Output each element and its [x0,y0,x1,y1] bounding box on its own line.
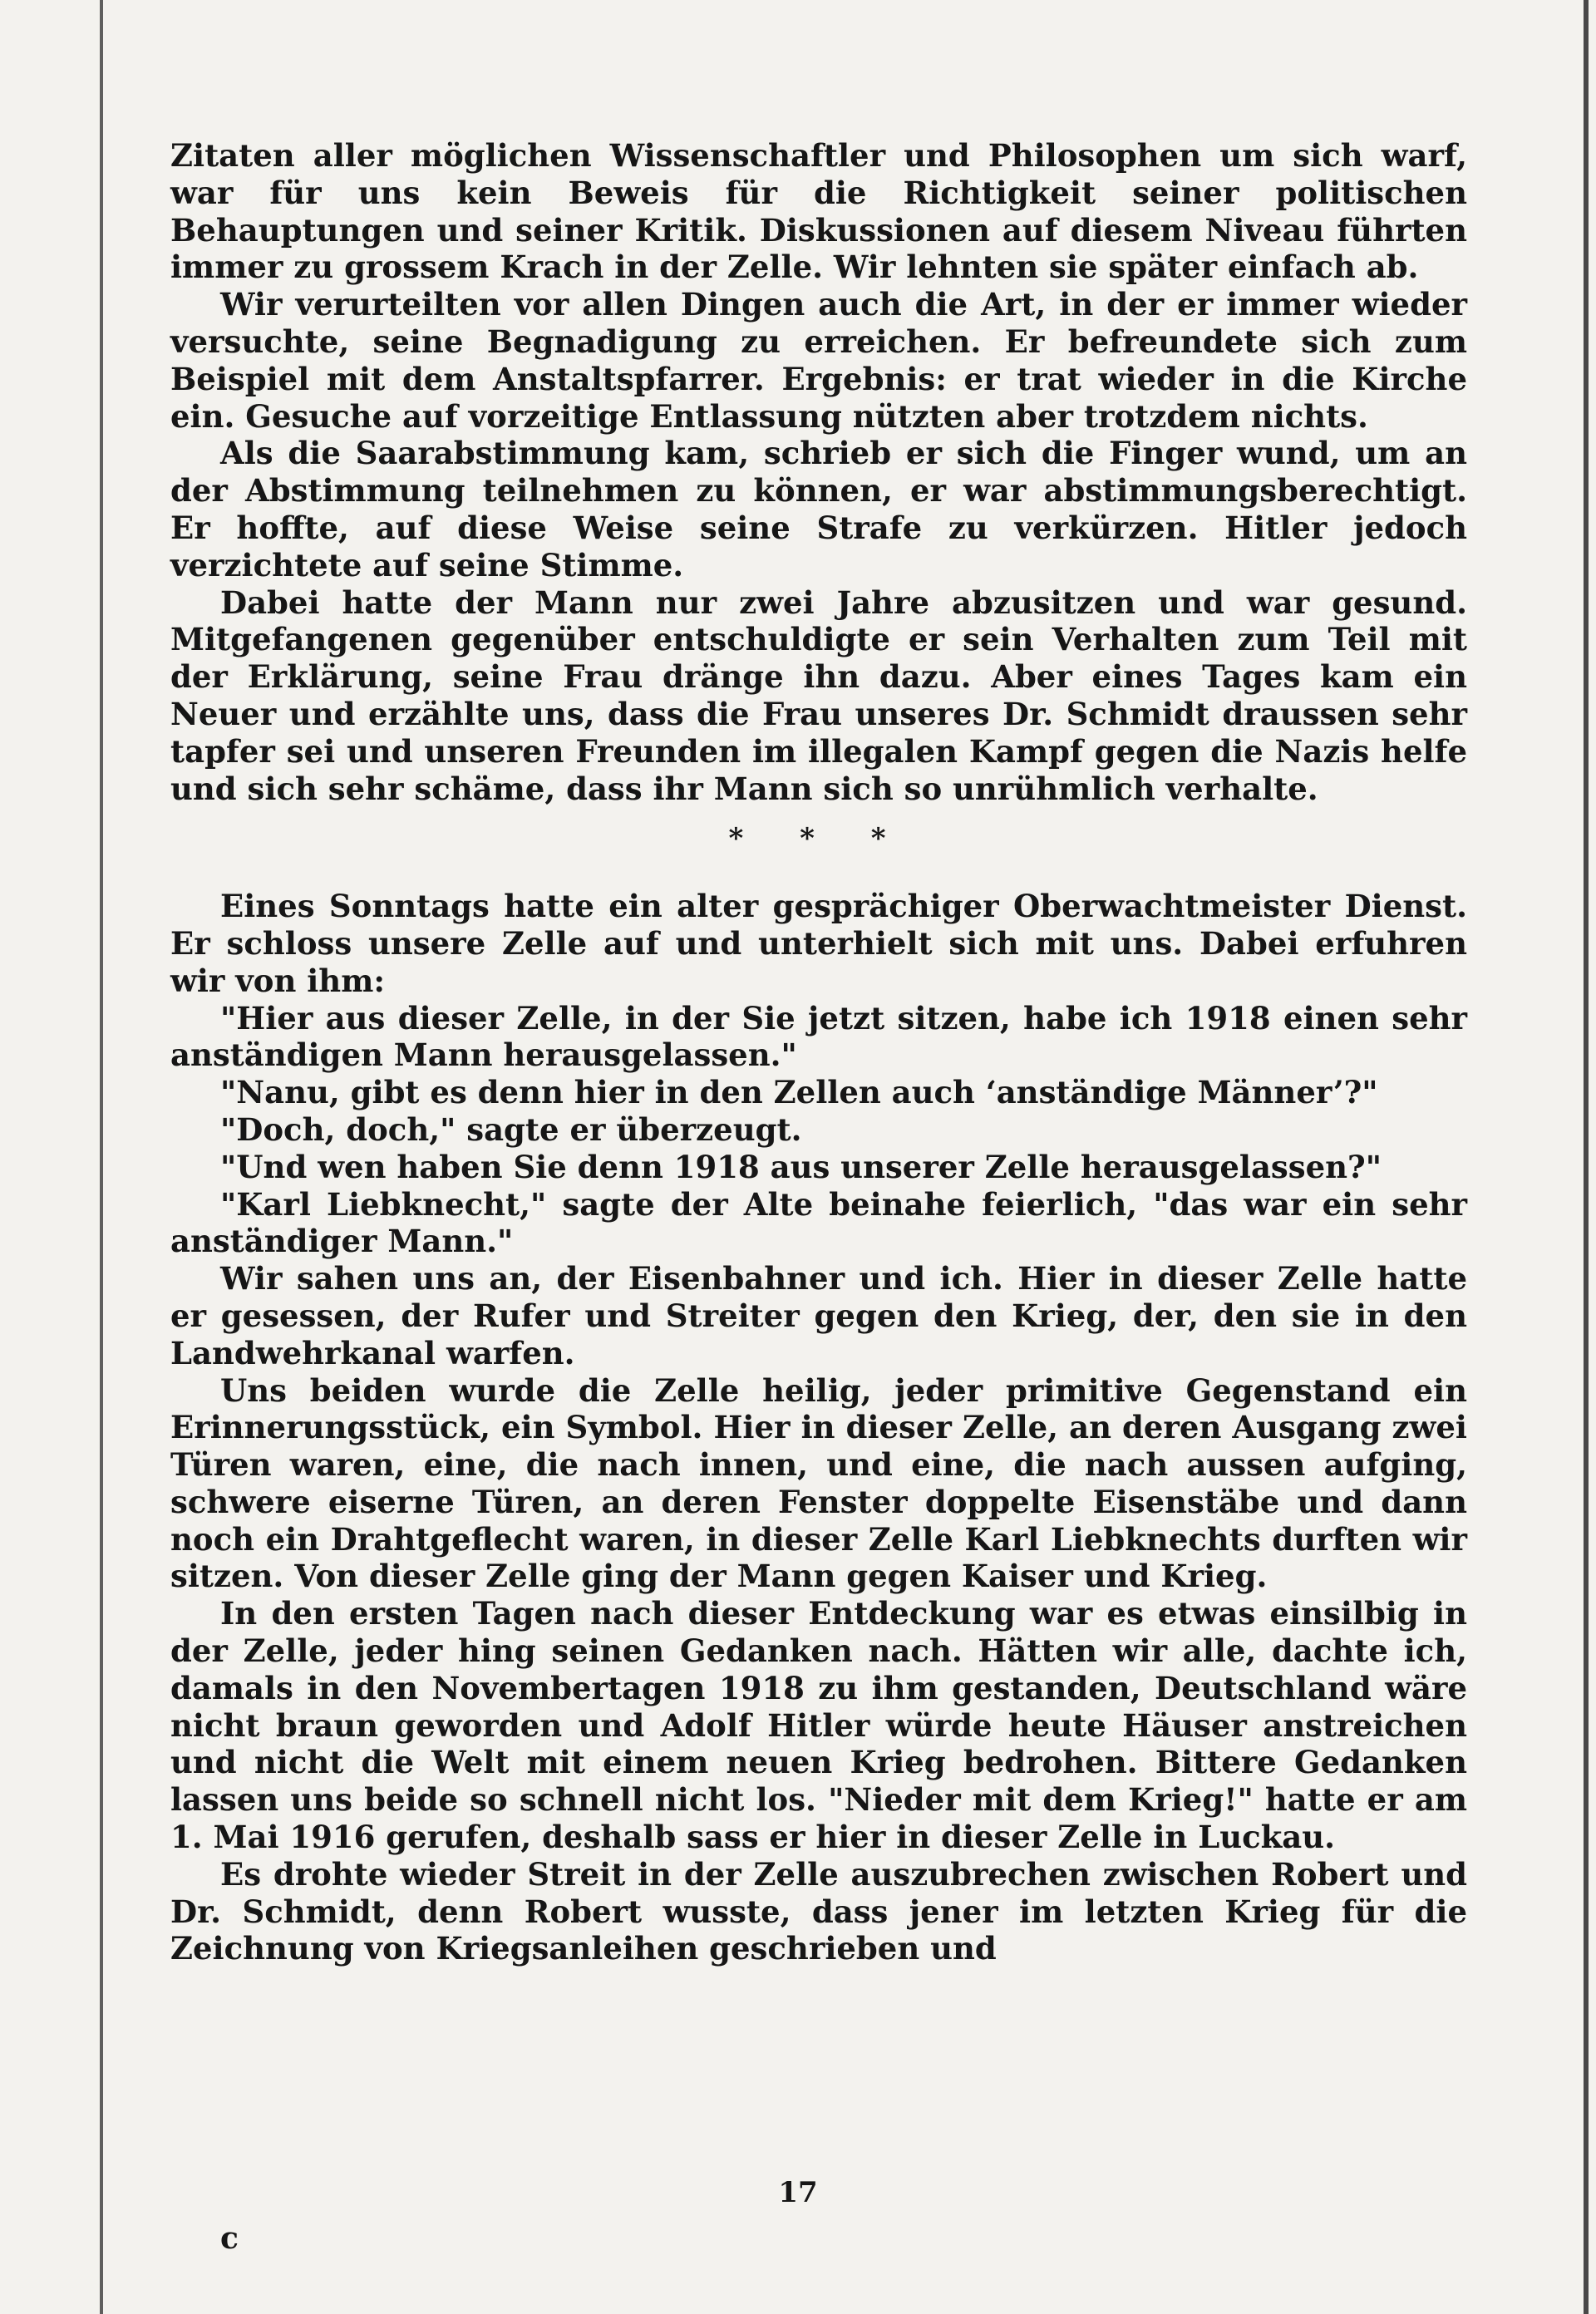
paragraph: In den ersten Tagen nach dieser Entdeckung war es etwas einsilbig in der Zelle, jeder hing seinen Gedanken nach. Hätten wir alle, dachte ich, damals in den Novembertagen 1918 zu ihm gestanden, Deutschland wäre nicht braun geworden und Adolf Hitler würde heute Häuser anstreichen und nicht die Welt mit einem neuen Krieg bedrohen. Bittere Gedanken lassen uns beide so schnell nicht los. "Nieder mit dem Krieg!" hatte er am 1. Mai 1916 gerufen, deshalb sass er hier in dieser Zelle in Luckau. [170,1595,1467,1856]
signature-mark: c [220,2221,239,2256]
paragraph: Es drohte wieder Streit in der Zelle auszubrechen zwischen Robert und Dr. Schmidt, denn Robert wusste, dass jener im letzten Krieg für die Zeichnung von Kriegsanleihen geschrieben und [170,1855,1467,1967]
paragraph: Eines Sonntags hatte ein alter gesprächiger Oberwachtmeister Dienst. Er schloss unsere Zelle auf und unterhielt sich mit uns. Dabei erfuhren wir von ihm: [170,888,1467,999]
paragraph: Zitaten aller möglichen Wissenschaftler und Philosophen um sich warf, war für uns kein Beweis für die Richtigkeit seiner politischen Behauptungen und seiner Kritik. Diskussionen auf diesem Niveau führten immer zu grossem Krach in der Zelle. Wir lehnten sie später einfach ab. [170,137,1467,286]
body-text [170,137,1467,1967]
page-number: 17 [778,2176,818,2209]
dialogue-line: "Nanu, gibt es denn hier in den Zellen auch ‘anständige Männer’?" [220,1074,1378,1111]
dialogue-line: "Hier aus dieser Zelle, in der Sie jetzt sitzen, habe ich 1918 einen sehr anständigen Mann herausgelassen." [170,999,1467,1074]
page-right-edge [1584,0,1589,2314]
page-left-edge [100,0,103,2314]
section-separator: * * * [728,822,909,856]
paragraph: Wir verurteilten vor allen Dingen auch die Art, in der er immer wieder versuchte, seine Begnadigung zu erreichen. Er befreundete sich zum Beispiel mit dem Anstaltspfarrer. Ergebnis: er trat wieder in die Kirche ein. Gesuche auf vorzeitige Entlassung nützten aber trotzdem nichts. [170,286,1467,435]
dialogue-line: "Und wen haben Sie denn 1918 aus unserer Zelle herausgelassen?" [220,1148,1382,1185]
paragraph: Uns beiden wurde die Zelle heilig, jeder primitive Gegenstand ein Erinnerungsstück, ein Symbol. Hier in dieser Zelle, an deren Ausgang zwei Türen waren, eine, die nach innen, und eine, die nach aussen aufging, schwere eiserne Türen, an deren Fenster doppelte Eisenstäbe und dann noch ein Drahtgeflecht waren, in dieser Zelle Karl Liebknechts durften wir sitzen. Von dieser Zelle ging der Mann gegen Kaiser und Krieg. [170,1371,1467,1595]
paragraph: Als die Saarabstimmung kam, schrieb er sich die Finger wund, um an der Abstimmung teilnehmen zu können, er war abstimmungsberechtigt. Er hoffte, auf diese Weise seine Strafe zu verkürzen. Hitler jedoch verzichtete auf seine Stimme. [170,435,1467,583]
dialogue-line: "Doch, doch," sagte er überzeugt. [220,1110,802,1148]
dialogue-line: "Karl Liebknecht," sagte der Alte beinahe feierlich, "das war ein sehr anständiger Mann." [170,1185,1467,1260]
paragraph: Dabei hatte der Mann nur zwei Jahre abzusitzen und war gesund. Mitgefangenen gegenüber entschuldigte er sein Verhalten zum Teil mit der Erklärung, seine Frau dränge ihn dazu. Aber eines Tages kam ein Neuer und erzählte uns, dass die Frau unseres Dr. Schmidt draussen sehr tapfer sei und unseren Freunden im illegalen Kampf gegen die Nazis helfe und sich sehr schäme, dass ihr Mann sich so unrühmlich verhalte. [170,583,1467,807]
paragraph: Wir sahen uns an, der Eisenbahner und ich. Hier in dieser Zelle hatte er gesessen, der Rufer und Streiter gegen den Krieg, der, den sie in den Landwehrkanal warfen. [170,1260,1467,1371]
